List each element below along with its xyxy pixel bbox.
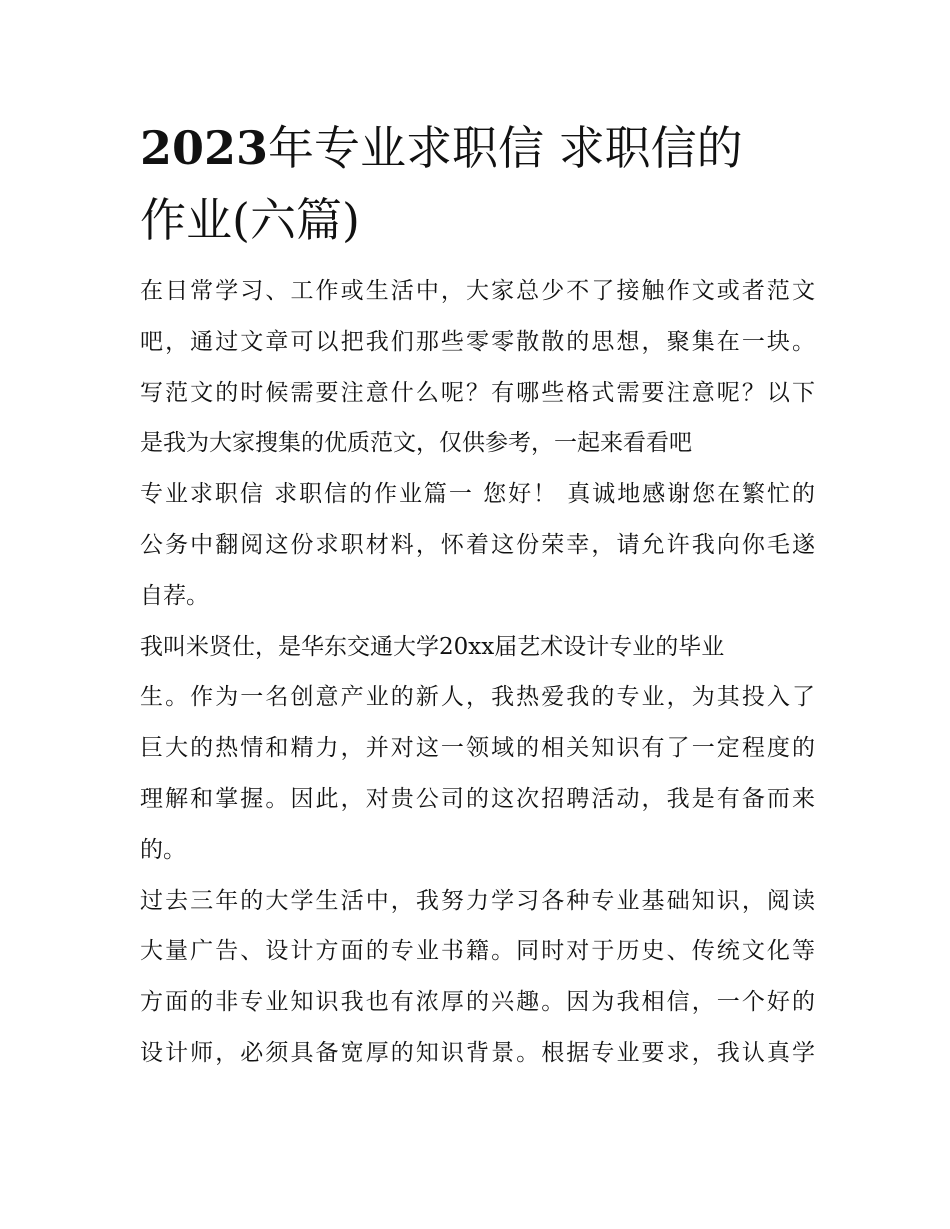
text-line: 巨大的热情和精力，并对这一领域的相关知识有了一定程度的 <box>140 735 815 762</box>
text-line: 专业求职信 求职信的作业篇一 您好！ 真诚地感谢您在繁忙的 <box>140 481 815 508</box>
text-line: 生。作为一名创意产业的新人，我热爱我的专业，为其投入了 <box>140 684 815 711</box>
title-text: 年专业求职信 求职信的 <box>268 121 743 175</box>
text-line: 大量广告、设计方面的专业书籍。同时对于历史、传统文化等 <box>140 938 815 965</box>
document-content <box>140 112 815 1079</box>
text-line: 自荐。 <box>140 582 209 609</box>
text-line: 公务中翻阅这份求职材料，怀着这份荣幸，请允许我向你毛遂 <box>140 531 815 558</box>
title-line-2: 作业(六篇) <box>140 193 360 247</box>
text-line: 吧，通过文章可以把我们那些零零散散的思想，聚集在一块。 <box>140 328 815 355</box>
text-line: 过去三年的大学生活中，我努力学习各种专业基础知识，阅读 <box>140 887 815 914</box>
text-line: 的。 <box>140 836 186 863</box>
text-line: 方面的非专业知识我也有浓厚的兴趣。因为我相信，一个好的 <box>140 989 815 1016</box>
title-line-1 <box>140 112 815 184</box>
text-line: 在日常学习、工作或生活中，大家总少不了接触作文或者范文 <box>140 278 815 304</box>
text-line: 设计师，必须具备宽厚的知识背景。根据专业要求，我认真学 <box>140 1039 815 1066</box>
text-line: 理解和掌握。因此，对贵公司的这次招聘活动，我是有备而来 <box>140 785 815 812</box>
text-line: 是我为大家搜集的优质范文，仅供参考，一起来看看吧 <box>140 430 692 457</box>
document-title <box>140 112 815 256</box>
title-year: 2023 <box>140 121 269 175</box>
document-body <box>140 266 815 1079</box>
text-line: 我叫米贤仕，是华东交通大学20xx届艺术设计专业的毕业 <box>140 633 725 660</box>
text-line: 写范文的时候需要注意什么呢？有哪些格式需要注意呢？以下 <box>140 379 815 406</box>
